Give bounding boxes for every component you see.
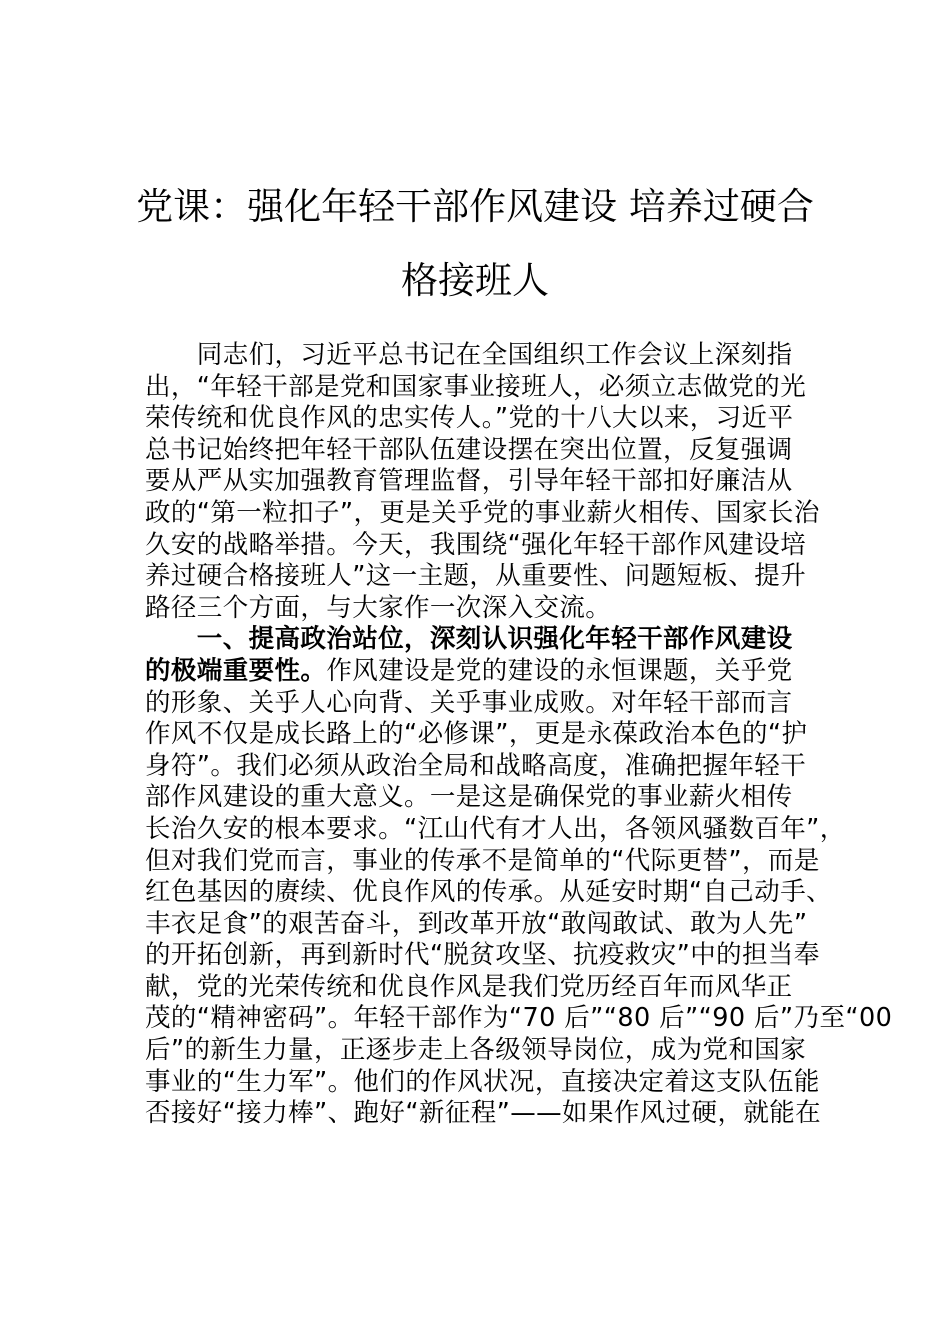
section-line: 茂的“精神密码”。年轻干部作为“70 后”“80 后”“90 后”乃至“00 [145,1003,893,1034]
section-heading-line [145,624,835,656]
section-line: 红色基因的赓续、优良作风的传承。从延安时期“自己动手、 [145,877,833,908]
body-line: 出，“年轻干部是党和国家事业接班人，必须立志做党的光 [145,371,807,402]
section-line: 的形象、关乎人心向背、关乎事业成败。对年轻干部而言 [145,687,793,718]
section-heading-lead: 一、提高政治站位，深刻认识强化年轻干部作风建设 [145,624,793,655]
body-line: 久安的战略举措。今天，我围绕“强化年轻干部作风建设培 [145,529,807,560]
body-line: 政的“第一粒扣子”，更是关乎党的事业薪火相传、国家长治 [145,497,820,528]
section-line: 献，党的光荣传统和优良作风是我们党历经百年而风华正 [145,971,793,1002]
body-line: 荣传统和优良作风的忠实传人。”党的十八大以来，习近平 [145,403,794,434]
section-line: 否接好“接力棒”、跑好“新征程”——如果作风过硬，就能在 [145,1098,822,1129]
body-line: 总书记始终把年轻干部队伍建设摆在突出位置，反复强调 [145,434,793,465]
section-line: 事业的“生力军”。他们的作风状况，直接决定着这支队伍能 [145,1066,820,1097]
section-line: 但对我们党而言，事业的传承不是简单的“代际更替”，而是 [145,845,820,876]
body-line: 要从严从实加强教育管理监督，引导年轻干部扣好廉洁从 [145,466,793,497]
document-body [145,340,893,1130]
section-heading-line [145,656,835,688]
title-line-2: 格接班人 [401,259,549,302]
section-line: 部作风建设的重大意义。一是这是确保党的事业薪火相传 [145,782,793,813]
section-line: 后”的新生力量，正逐步走上各级领导岗位，成为党和国家 [145,1035,807,1066]
section-line: 作风不仅是成长路上的“必修课”，更是永葆政治本色的“护 [145,719,808,750]
title-line-1: 党课：强化年轻干部作风建设 培养过硬合 [136,185,814,228]
body-line: 路径三个方面，与大家作一次深入交流。 [145,592,612,623]
section-line: 丰衣足食”的艰苦奋斗，到改革开放“敢闯敢试、敢为人先” [145,908,808,939]
body-line: 同志们，习近平总书记在全国组织工作会议上深刻指 [145,340,793,370]
section-line: 作风建设是党的建设的永恒课题，关乎党 [326,655,793,686]
body-line: 养过硬合格接班人”这一主题，从重要性、问题短板、提升 [145,561,807,592]
section-line: 身符”。我们必须从政治全局和战略高度，准确把握年轻干 [145,750,807,781]
section-heading-tail: 的极端重要性。 [145,655,327,686]
document-title [120,170,830,318]
section-line: 的开拓创新，再到新时代“脱贫攻坚、抗疫救灾”中的担当奉 [145,940,820,971]
section-line: 长治久安的根本要求。“江山代有才人出，各领风骚数百年”， [145,813,846,844]
